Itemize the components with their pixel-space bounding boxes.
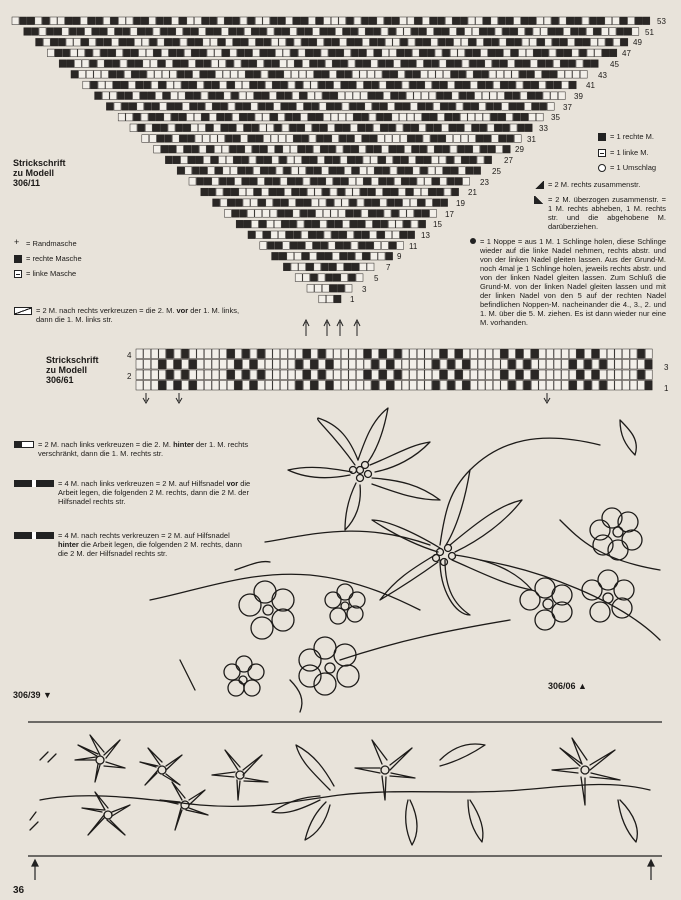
row-number: 45 bbox=[610, 60, 619, 69]
row-number: 11 bbox=[409, 242, 418, 251]
cable-left-num-2: 2 bbox=[127, 372, 132, 381]
row-number: 19 bbox=[456, 199, 465, 208]
row-number: 27 bbox=[504, 156, 513, 165]
row-number: 15 bbox=[433, 220, 442, 229]
row-number: 31 bbox=[527, 135, 536, 144]
cable-title-line-2: zu Modell bbox=[46, 365, 87, 375]
note-cross-purl-pre: = 2 M. nach rechts verkreuzen = die 2. M. bbox=[36, 306, 175, 315]
row-number: 5 bbox=[374, 274, 379, 283]
row-number: 33 bbox=[539, 124, 548, 133]
row-number: 51 bbox=[645, 28, 654, 37]
page-number: 36 bbox=[13, 885, 25, 896]
note-cross-purl-post: der 1. M. links, dann die 1. M. links str. bbox=[36, 306, 240, 324]
cable-title-line-3: 306/61 bbox=[46, 375, 74, 385]
row-number: 39 bbox=[574, 92, 583, 101]
cable-note-2-pre: = 4 M. nach links verkreuzen = 2 M. auf Hilfsnadel bbox=[58, 479, 225, 488]
legend-edge-text: = Randmasche bbox=[26, 239, 77, 248]
triangle-up-icon: ▲ bbox=[578, 681, 587, 691]
cable-note-1-pre: = 2 M. nach links verkreuzen = die 2. M. bbox=[38, 440, 171, 449]
cable-left-num-1: 4 bbox=[127, 351, 132, 360]
row-number: 35 bbox=[551, 113, 560, 122]
arrow-up-icon bbox=[32, 860, 654, 880]
cable-note-1-bold: hinter bbox=[173, 440, 194, 449]
row-number: 37 bbox=[563, 103, 572, 112]
legend-purl-left-text: = linke Masche bbox=[26, 269, 77, 278]
model-left-text: 306/39 bbox=[13, 690, 41, 700]
cable-right-num-2: 1 bbox=[664, 384, 669, 393]
note-ssk: = 2 M. überzogen zusammenstr. = 1 M. rechts abheben, 1 M. rechts str. und die abgehobene M. darüberziehen. bbox=[548, 195, 666, 231]
shawl-title-line-3: 306/11 bbox=[13, 178, 41, 188]
cable-right-num-1: 3 bbox=[664, 363, 669, 372]
cable-title-line-1: Strickschrift bbox=[46, 355, 99, 365]
row-number: 1 bbox=[350, 295, 355, 304]
row-number: 13 bbox=[421, 231, 430, 240]
row-number: 25 bbox=[492, 167, 501, 176]
embroidery-border-band bbox=[30, 735, 650, 845]
row-number: 9 bbox=[397, 252, 402, 261]
row-number: 21 bbox=[468, 188, 477, 197]
note-bobble: = 1 Noppe = aus 1 M. 1 Schlinge holen, diese Schlinge wieder auf die linke Nadel nehmen, rechts abstr. und von der linken Nadel gleiten lassen. Aus der Grund-M. noch 4mal je 1 Schlinge holen, jeweils rechts abstr. und von der linken Nadel gleiten lassen. Zum Schluß die Grund-M. von der linken Nadel gleiten lassen und mit der linken Nadel von den 5 auf der rechten Nadel befindlichen Noppen-M. nacheinander die 4., 3., 2. und 1. M. über die 5. M. ziehen. Es ist dann wieder nur eine M. vorhanden. bbox=[480, 237, 666, 327]
cable-note-3-pre: = 4 M. nach rechts verkreuzen = 2 M. auf Hilfsnadel bbox=[58, 531, 230, 540]
shawl-title-line-2: zu Modell bbox=[13, 168, 54, 178]
cable-note-3-bold: hinter bbox=[58, 540, 79, 549]
legend-yo-text: = 1 Umschlag bbox=[610, 163, 657, 172]
legend-knit-left-text: = rechte Masche bbox=[26, 254, 82, 263]
row-number: 47 bbox=[622, 49, 631, 58]
cable-note-2-bold: vor bbox=[226, 479, 239, 488]
shawl-title-line-1: Strickschrift bbox=[13, 158, 66, 168]
triangle-down-icon: ▼ bbox=[43, 690, 52, 700]
model-right-text: 306/06 bbox=[548, 681, 576, 691]
row-number: 29 bbox=[515, 145, 524, 154]
note-k2tog-text: = 2 M. rechts zusammenstr. bbox=[548, 180, 641, 189]
row-number: 17 bbox=[445, 210, 454, 219]
row-number: 49 bbox=[633, 38, 642, 47]
row-number: 53 bbox=[657, 17, 666, 26]
embroidery-large-design bbox=[150, 408, 660, 690]
row-number: 41 bbox=[586, 81, 595, 90]
cable-note-1-post: der 1. M. rechts verschränkt, dann die 1. M. rechts str. bbox=[38, 440, 249, 458]
note-cross-purl-bold: vor bbox=[176, 306, 189, 315]
cable-note-3-post: die Arbeit legen, die folgenden 2 M. rechts, dann die 2 M. der Hilfsnadel rechts str. bbox=[58, 540, 242, 558]
legend-purl-text: = 1 linke M. bbox=[610, 148, 649, 157]
row-number: 43 bbox=[598, 71, 607, 80]
legend-knit-text: = 1 rechte M. bbox=[610, 132, 654, 141]
row-number: 7 bbox=[386, 263, 391, 272]
row-number: 23 bbox=[480, 178, 489, 187]
row-number: 3 bbox=[362, 285, 367, 294]
cable-note-2-post: die Arbeit legen, die folgenden 2 M. rechts, dann die 2 M. der Hilfsnadel rechts str. bbox=[58, 479, 251, 506]
